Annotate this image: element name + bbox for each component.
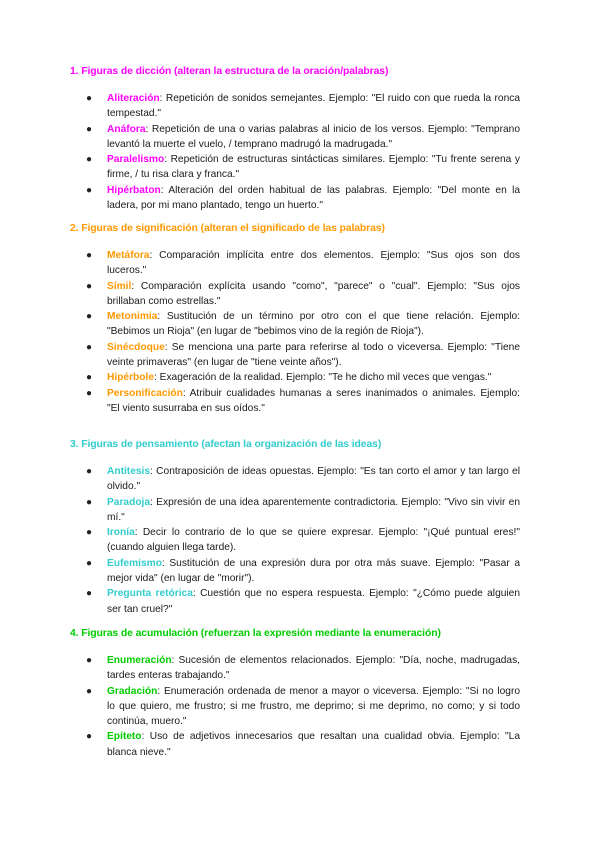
list-item: [84, 729, 520, 760]
figure-definition: : Decir lo contrario de lo que se quiere expresar. Ejemplo: "¡Qué puntual eres!" (cuando alguien llega tarde).: [107, 527, 520, 554]
section-acumulacion: [70, 627, 520, 758]
figure-definition: : Exageración de la realidad. Ejemplo: "Te he dicho mil veces que vengas.": [153, 372, 492, 384]
list-item: [84, 495, 520, 526]
list-item: [84, 525, 520, 556]
bullet-icon: ●: [86, 372, 93, 384]
figure-term: Metonimia: [107, 311, 158, 323]
figure-definition: : Comparación implícita entre dos elementos. Ejemplo: "Sus ojos son dos luceros.": [107, 250, 520, 277]
figure-definition: : Atribuir cualidades humanas a seres inanimados o animales. Ejemplo: "El viento susurraba en sus oídos.": [107, 387, 520, 414]
figure-term: Hipérbaton: [107, 184, 161, 196]
section-heading: 3. Figuras de pensamiento (afectan la organización de las ideas): [70, 439, 382, 450]
figure-definition: : Repetición de una o varias palabras al inicio de los versos. Ejemplo: "Temprano levantó la muerte el vuelo, / temprano madrugó la madrugada.": [107, 123, 520, 150]
list-item: [84, 684, 520, 730]
section-heading: 1. Figuras de dicción (alteran la estructura de la oración/palabras): [70, 66, 389, 77]
figure-definition: : Enumeración ordenada de menor a mayor o viceversa. Ejemplo: "Si no logro lo que quiero, me frustro; si me frustro, me deprimo; si me deprimo, no como; y si todo continúa, muero.": [107, 685, 520, 728]
list-item: [84, 309, 520, 340]
bullet-icon: ●: [86, 496, 93, 508]
figure-definition: : Sustitución de un término por otro con el que tiene relación. Ejemplo: "Bebimos un Rioja" (en lugar de "bebimos vino de la región de Rioja").: [107, 311, 520, 338]
section-pensamiento: [70, 438, 520, 615]
figure-definition: : Sucesión de elementos relacionados. Ejemplo: "Día, noche, madrugadas, tardes enteras trabajando.": [107, 655, 520, 682]
figure-term: Símil: [107, 280, 132, 292]
figure-term: Eufemismo: [107, 557, 162, 569]
figure-list: [84, 464, 520, 617]
figure-definition: : Sustitución de una expresión dura por otra más suave. Ejemplo: "Pasar a mejor vida" (en lugar de "morir").: [107, 557, 520, 585]
bullet-icon: ●: [86, 685, 93, 697]
figure-definition: : Cuestión que no espera respuesta. Ejemplo: "¿Cómo puede alguien ser tan cruel?": [107, 588, 520, 615]
figure-term: Metáfora: [107, 250, 150, 261]
bullet-icon: ●: [86, 123, 93, 135]
figure-term: Gradación: [107, 685, 158, 697]
list-item: [84, 586, 520, 617]
figure-term: Sinécdoque: [107, 341, 165, 353]
list-item: [84, 183, 520, 214]
figure-term: Epíteto: [107, 731, 142, 743]
bullet-icon: ●: [86, 93, 93, 104]
figure-definition: : Uso de adjetivos innecesarios que resaltan una cualidad obvia. Ejemplo: "La blanca nieve.": [107, 731, 520, 758]
section-significacion: [70, 222, 520, 414]
figure-term: Antítesis: [107, 466, 151, 477]
figure-definition: : Repetición de sonidos semejantes. Ejemplo: "El ruido con que rueda la ronca tempestad.": [107, 93, 520, 120]
list-item: [84, 370, 520, 385]
figure-list: [84, 653, 520, 760]
list-item: [84, 122, 520, 153]
list-item: [84, 91, 520, 122]
list-item: [84, 248, 520, 279]
figure-term: Anáfora: [107, 123, 146, 135]
bullet-icon: ●: [86, 557, 93, 569]
list-item: [84, 386, 520, 417]
list-item: [84, 653, 520, 684]
figure-definition: : Contraposición de ideas opuestas. Ejemplo: "Es tan corto el amor y tan largo el olvido.": [107, 466, 520, 493]
bullet-icon: ●: [86, 655, 93, 666]
section-diccion: [70, 65, 520, 212]
figure-term: Enumeración: [107, 655, 172, 666]
section-heading: 4. Figuras de acumulación (refuerzan la expresión mediante la enumeración): [70, 628, 441, 639]
list-item: [84, 279, 520, 310]
bullet-icon: ●: [86, 341, 93, 353]
figure-term: Aliteración: [107, 93, 160, 104]
figure-term: Hipérbole: [107, 372, 154, 384]
figure-list: [84, 91, 520, 213]
figure-term: Personificación: [107, 387, 183, 399]
figure-term: Pregunta retórica: [107, 588, 193, 600]
figure-definition: : Repetición de estructuras sintácticas similares. Ejemplo: "Tu frente serena y firme, / tu risa clara y franca.": [107, 154, 520, 181]
figure-definition: : Alteración del orden habitual de las palabras. Ejemplo: "Del monte en la ladera, por mi mano plantado, tengo un huerto.": [107, 184, 520, 212]
list-item: [84, 556, 520, 587]
section-heading: 2. Figuras de significación (alteran el significado de las palabras): [70, 223, 385, 234]
bullet-icon: ●: [86, 387, 93, 399]
bullet-icon: ●: [86, 588, 93, 600]
figure-list: [84, 248, 520, 416]
bullet-icon: ●: [86, 154, 93, 166]
bullet-icon: ●: [86, 731, 93, 743]
bullet-icon: ●: [86, 250, 93, 261]
bullet-icon: ●: [86, 466, 93, 477]
list-item: [84, 152, 520, 183]
bullet-icon: ●: [86, 280, 93, 292]
list-item: [84, 464, 520, 495]
figure-definition: : Expresión de una idea aparentemente contradictoria. Ejemplo: "Vivo sin vivir en mí.": [107, 496, 520, 523]
figure-term: Paradoja: [107, 496, 151, 508]
figure-definition: : Comparación explícita usando "como", "parece" o "cual". Ejemplo: "Sus ojos brillaban como estrellas.": [107, 280, 520, 307]
figure-term: Ironía: [107, 527, 135, 539]
figure-definition: : Se menciona una parte para referirse al todo o viceversa. Ejemplo: "Tiene veinte primaveras" (en lugar de "tiene veinte años").: [107, 341, 520, 369]
bullet-icon: ●: [86, 184, 93, 196]
bullet-icon: ●: [86, 527, 93, 539]
figure-term: Paralelismo: [107, 154, 165, 166]
bullet-icon: ●: [86, 311, 93, 323]
list-item: [84, 340, 520, 371]
